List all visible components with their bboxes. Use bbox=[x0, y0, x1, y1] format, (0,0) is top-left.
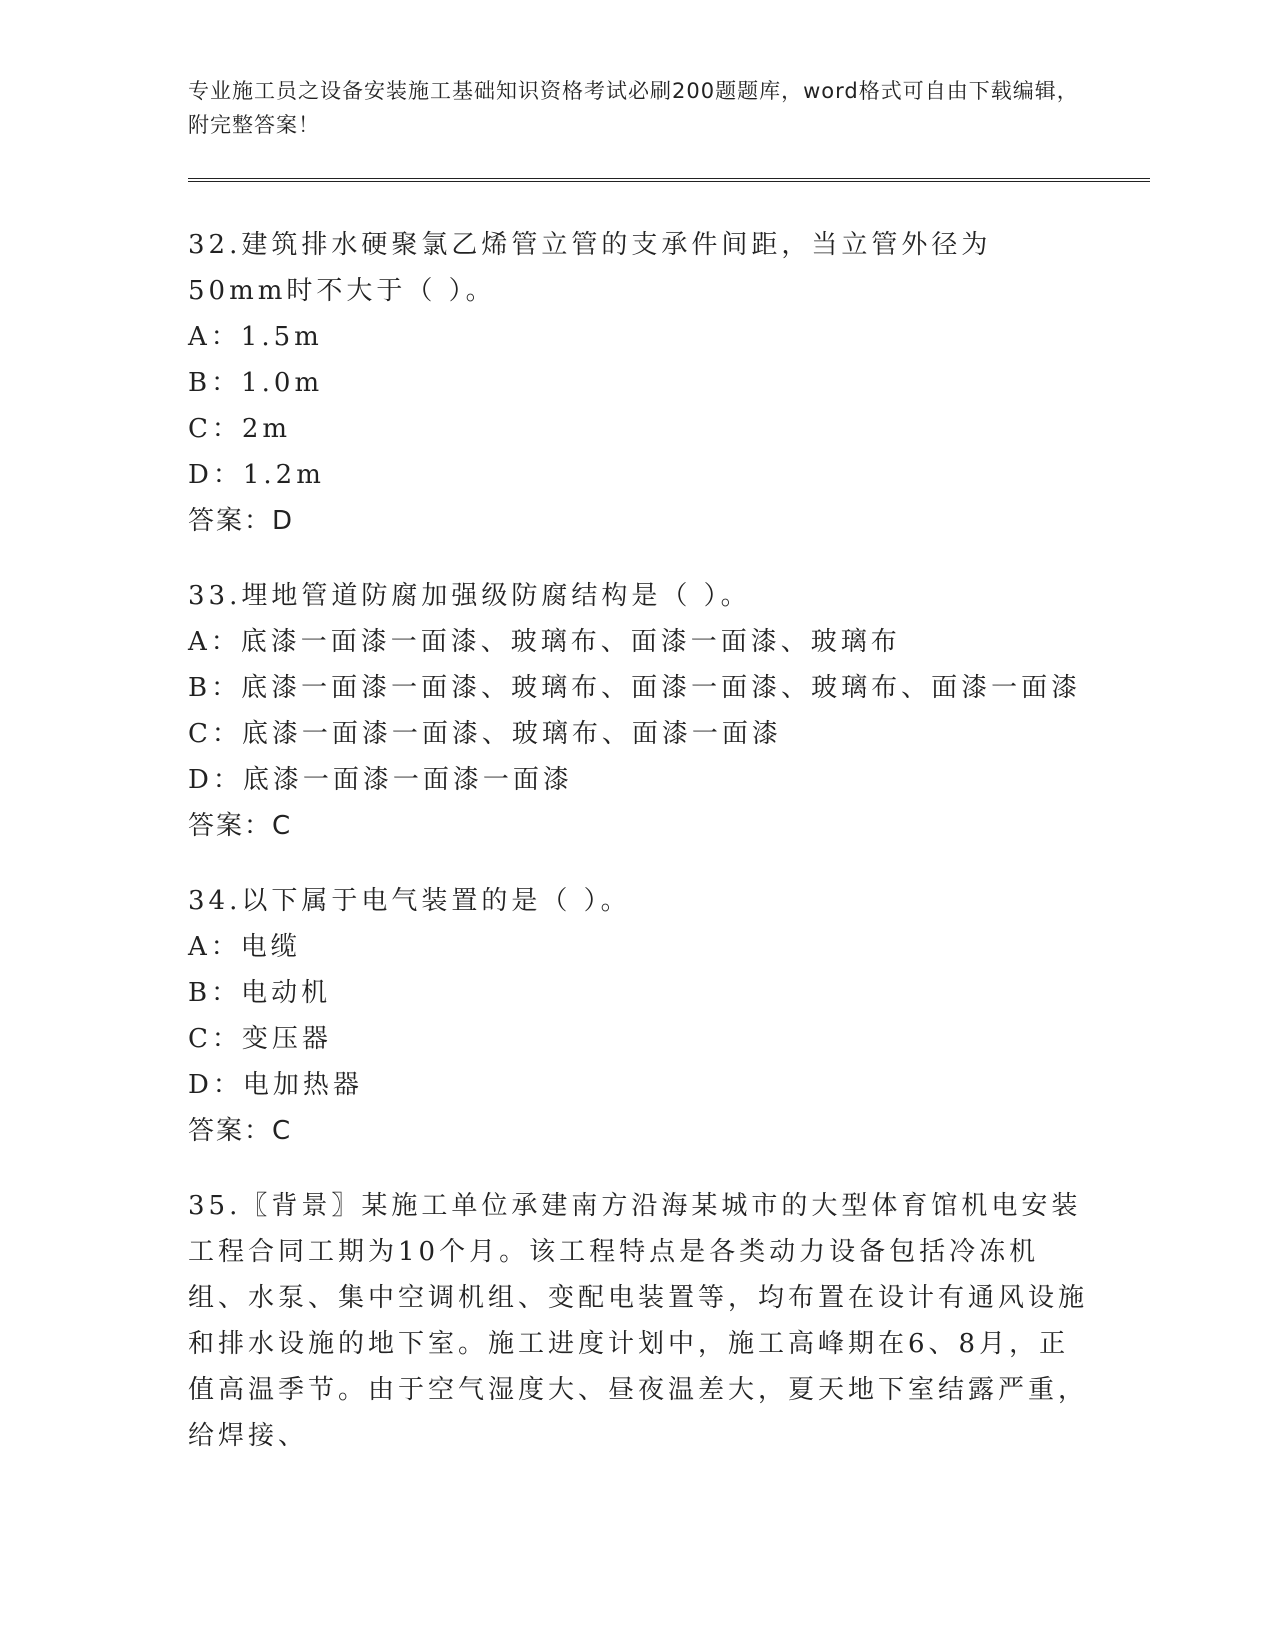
option-b: B：底漆一面漆一面漆、玻璃布、面漆一面漆、玻璃布、面漆一面漆 bbox=[188, 673, 1082, 703]
question-34 bbox=[188, 878, 1088, 1154]
document-header: 专业施工员之设备安装施工基础知识资格考试必刷200题题库，word格式可自由下载编辑，附完整答案！ bbox=[188, 79, 1079, 137]
question-35 bbox=[188, 1183, 1088, 1459]
question-title: 33.埋地管道防腐加强级防腐结构是（ ）。 bbox=[188, 581, 751, 611]
answer: 答案：D bbox=[188, 506, 295, 536]
option-d: D：底漆一面漆一面漆一面漆 bbox=[188, 765, 573, 795]
question-32 bbox=[188, 222, 1088, 544]
option-d: D：1.2m bbox=[188, 460, 325, 490]
question-title: 34.以下属于电气装置的是（ ）。 bbox=[188, 886, 631, 916]
question-title: 32.建筑排水硬聚氯乙烯管立管的支承件间距，当立管外径为50mm时不大于（ ）。 bbox=[188, 230, 992, 306]
option-b: B：电动机 bbox=[188, 978, 332, 1008]
option-a: A：1.5m bbox=[188, 322, 323, 352]
option-c: C：变压器 bbox=[188, 1024, 332, 1054]
option-b: B：1.0m bbox=[188, 368, 324, 398]
answer: 答案：C bbox=[188, 811, 293, 841]
option-d: D：电加热器 bbox=[188, 1070, 363, 1100]
header-divider bbox=[188, 178, 1150, 182]
question-title: 35.〖背景〗某施工单位承建南方沿海某城市的大型体育馆机电安装工程合同工期为10个月。该工程特点是各类动力设备包括冷冻机组、水泵、集中空调机组、变配电装置等，均布置在设计有通风设施和排水设施的地下室。施工进度计划中，施工高峰期在6、8月，正值高温季节。由于空气湿度大、昼夜温差大，夏天地下室结露严重，给焊接、 bbox=[188, 1191, 1089, 1451]
option-c: C：2m bbox=[188, 414, 292, 444]
question-33 bbox=[188, 573, 1088, 849]
option-a: A：底漆一面漆一面漆、玻璃布、面漆一面漆、玻璃布 bbox=[188, 627, 901, 657]
answer: 答案：C bbox=[188, 1116, 293, 1146]
option-c: C：底漆一面漆一面漆、玻璃布、面漆一面漆 bbox=[188, 719, 782, 749]
option-a: A：电缆 bbox=[188, 932, 301, 962]
